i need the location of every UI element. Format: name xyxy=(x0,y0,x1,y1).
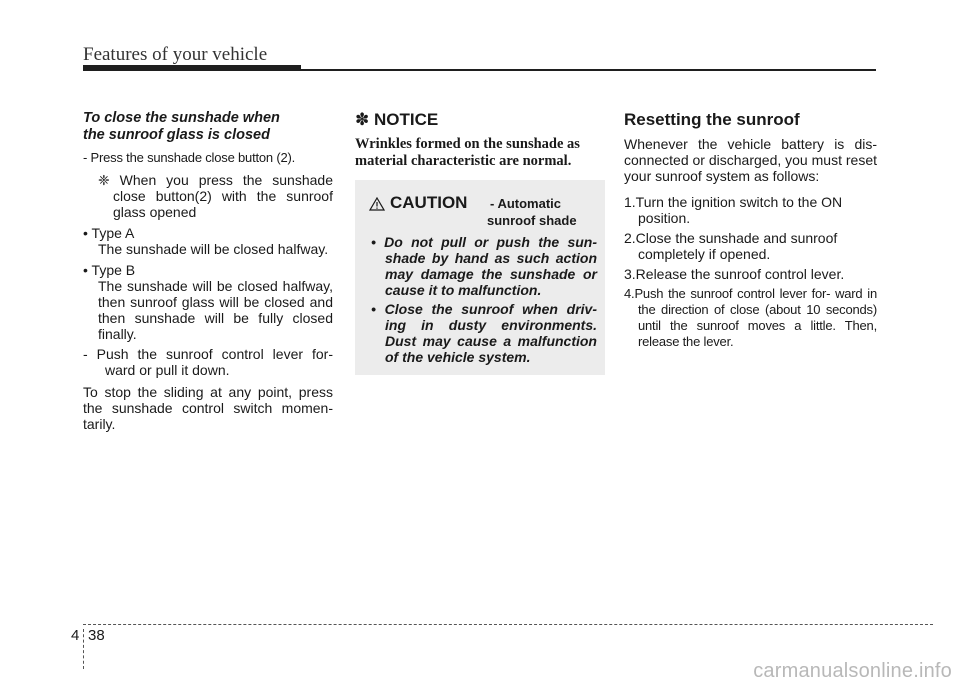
push-lever-step: - Push the sunroof control lever for- ward or pull it down. xyxy=(83,346,333,378)
notice-column xyxy=(355,110,607,170)
caution-box xyxy=(355,180,605,375)
resetting-intro: Whenever the vehicle battery is dis- connected or discharged, you must reset your sunroof system as follows: xyxy=(624,136,877,184)
caution-subtitle-line2: sunroof shade xyxy=(487,213,577,228)
chapter-number: 4 xyxy=(71,627,80,644)
warning-triangle-icon xyxy=(369,197,385,211)
footer-divider xyxy=(83,629,84,669)
caution-label: CAUTION xyxy=(390,193,468,212)
reset-step: 1.Turn the ignition switch to the ON position. xyxy=(624,194,843,226)
stop-sliding-text: To stop the sliding at any point, press the sunshade control switch momen- tarily. xyxy=(83,384,333,432)
notice-body: Wrinkles formed on the sunshade as material characteristic are normal. xyxy=(355,136,580,169)
left-column xyxy=(83,110,333,432)
watermark: carmanualsonline.info xyxy=(753,660,952,682)
header-rule-thick xyxy=(83,65,301,71)
press-close-button-step: - Press the sunshade close button (2). xyxy=(83,150,296,165)
notice-heading: ✽ NOTICE xyxy=(355,110,439,129)
resetting-heading: Resetting the sunroof xyxy=(624,110,800,129)
caution-item: • Close the sunroof when driv- ing in dusty environments. Dust may cause a malfunction of the vehicle system. xyxy=(371,301,597,365)
caution-item: • Do not pull or push the sun- shade by hand as such action may damage the sunshade or cause it to malfunction. xyxy=(371,234,597,298)
header-title: Features of your vehicle xyxy=(83,44,268,65)
type-a-text: The sunshade will be closed halfway. xyxy=(98,241,329,257)
type-b-text: The sunshade will be closed halfway, then sunroof glass will be closed and then sunshade will be fully closed finally. xyxy=(98,278,333,342)
close-sunshade-subheading: To close the sunshade when the sunroof glass is closed xyxy=(83,110,280,143)
caution-subtitle-line1: - Automatic xyxy=(490,196,562,211)
resetting-column xyxy=(624,110,877,350)
reset-step: 4.Push the sunroof control lever for- ward in the direction of close (about 10 seconds) until the sunroof moves a little. Then, release the lever. xyxy=(624,286,877,349)
header-rule-thin xyxy=(301,69,876,71)
type-b-label: • Type B xyxy=(83,262,136,278)
caution-list xyxy=(371,234,597,368)
page-number: 38 xyxy=(88,627,105,644)
footer-rule xyxy=(83,624,933,625)
reset-step: 3.Release the sunroof control lever. xyxy=(624,266,845,282)
type-a-label: • Type A xyxy=(83,225,135,241)
star-note: ❈ When you press the sunshade close button(2) with the sunroof glass opened xyxy=(98,172,333,220)
reset-step: 2.Close the sunshade and sunroof completely if opened. xyxy=(624,230,838,262)
